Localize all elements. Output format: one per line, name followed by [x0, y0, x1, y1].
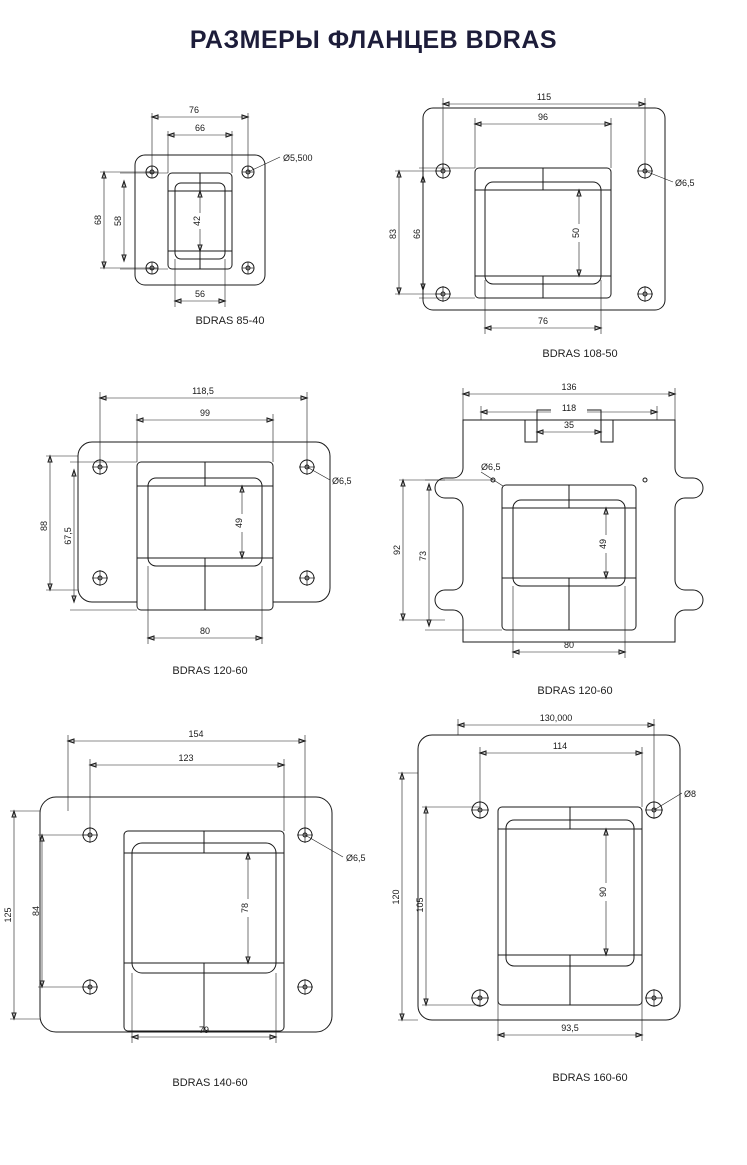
figure-bdras-140-60: [0, 725, 380, 1045]
dim-left-outer: 92: [392, 544, 402, 556]
figure-caption-2: BDRAS 108-50: [542, 348, 618, 360]
dim-left-inner: 67,5: [63, 527, 73, 545]
figure-caption-5: BDRAS 140-60: [172, 1077, 248, 1089]
dim-bottom: 76: [537, 316, 549, 326]
dim-left-inner-group: [63, 462, 137, 610]
dim-top-inner: 114: [552, 741, 568, 751]
dim-core-height: 49: [234, 517, 244, 529]
dim-left-inner: 66: [412, 228, 422, 240]
dim-top-inner: 118: [561, 403, 577, 413]
page-title: РАЗМЕРЫ ФЛАНЦЕВ BDRAS: [189, 26, 558, 54]
figure-bdras-120-60-b: [385, 380, 715, 660]
dim-top-outer: 115: [536, 92, 552, 102]
figure-caption-6: BDRAS 160-60: [552, 1072, 628, 1084]
dim-left-inner-group: [418, 480, 502, 630]
dim-top-outer: 76: [188, 105, 200, 115]
dim-bottom: 56: [194, 289, 206, 299]
dim-left-outer: 83: [388, 228, 398, 240]
mounting-holes: [491, 478, 647, 482]
core-body: [502, 485, 636, 630]
dim-top-outer-group: [458, 713, 654, 810]
dim-hole: Ø6,5: [332, 476, 352, 486]
dim-left-outer-group: [392, 480, 445, 620]
dim-left-inner-group: [113, 173, 168, 269]
hole-leader: [305, 835, 366, 863]
core-body: [498, 807, 642, 1005]
dim-left-outer: 125: [3, 907, 13, 923]
dim-top-inner-group: [137, 408, 273, 462]
dim-left-inner-group: [415, 807, 480, 1005]
dim-bottom: 80: [199, 626, 211, 636]
dim-top-inner-group: [475, 112, 611, 168]
dim-left-outer: 88: [39, 520, 49, 532]
dim-left-inner: 105: [415, 897, 425, 913]
dim-top-outer: 130,000: [539, 713, 573, 723]
figure-caption-3: BDRAS 120-60: [172, 665, 248, 677]
dim-top-outer-group: [100, 386, 307, 467]
dim-top-outer: 118,5: [192, 386, 214, 396]
dim-top-inner: 66: [194, 123, 206, 133]
core-body: [137, 462, 273, 610]
dim-top-outer: 136: [561, 382, 577, 392]
hole-leader: [654, 789, 696, 810]
dim-left-outer: 68: [93, 214, 103, 226]
dim-top-outer-group: [443, 92, 645, 171]
core-body: [124, 831, 284, 1031]
dim-left-inner: 58: [113, 215, 123, 227]
dim-hole: Ø6,5: [346, 853, 366, 863]
dim-top-inner-group: [168, 123, 232, 173]
dim-left-outer-group: [391, 773, 418, 1020]
dim-top-outer: 154: [188, 729, 204, 739]
hole-leader: [645, 171, 695, 188]
dim-top-slot: 35: [563, 420, 575, 430]
core-body: [475, 168, 611, 298]
dim-core-height: 49: [598, 538, 608, 550]
dim-hole: Ø5,500: [283, 153, 313, 163]
dim-hole: Ø8: [684, 789, 697, 799]
dim-left-outer: 120: [391, 889, 401, 905]
figure-bdras-85-40: [80, 95, 380, 325]
figure-bdras-120-60-a: [30, 380, 360, 650]
dim-top-inner: 123: [178, 753, 194, 763]
dim-top-inner: 99: [199, 408, 211, 418]
dim-top-inner-group: [90, 753, 284, 831]
figure-bdras-108-50: [385, 90, 705, 340]
dim-core-height: 42: [192, 215, 202, 227]
dim-core-height: 90: [598, 886, 608, 898]
dim-top-inner-group: [481, 403, 657, 420]
dim-left-inner: 84: [31, 905, 41, 917]
figure-caption-1: BDRAS 85-40: [195, 315, 265, 327]
dim-top-inner-group: [480, 741, 642, 807]
dim-top-inner: 96: [537, 112, 549, 122]
dim-hole: Ø6,5: [675, 178, 695, 188]
dim-bottom: 79: [198, 1025, 210, 1035]
dim-hole: Ø6,5: [481, 462, 501, 472]
dim-top-outer-group: [152, 105, 248, 172]
dim-bottom: 80: [563, 640, 575, 650]
figure-caption-4: BDRAS 120-60: [537, 685, 613, 697]
dim-bottom: 93,5: [561, 1023, 579, 1033]
dim-top-outer-group: [68, 729, 305, 835]
dim-left-inner-group: [412, 168, 475, 298]
dim-core-height: 50: [571, 227, 581, 239]
figure-bdras-160-60: [390, 715, 720, 1045]
hole-leader: [481, 462, 503, 486]
dim-left-inner: 73: [418, 550, 428, 562]
dim-core-height: 78: [240, 902, 250, 914]
